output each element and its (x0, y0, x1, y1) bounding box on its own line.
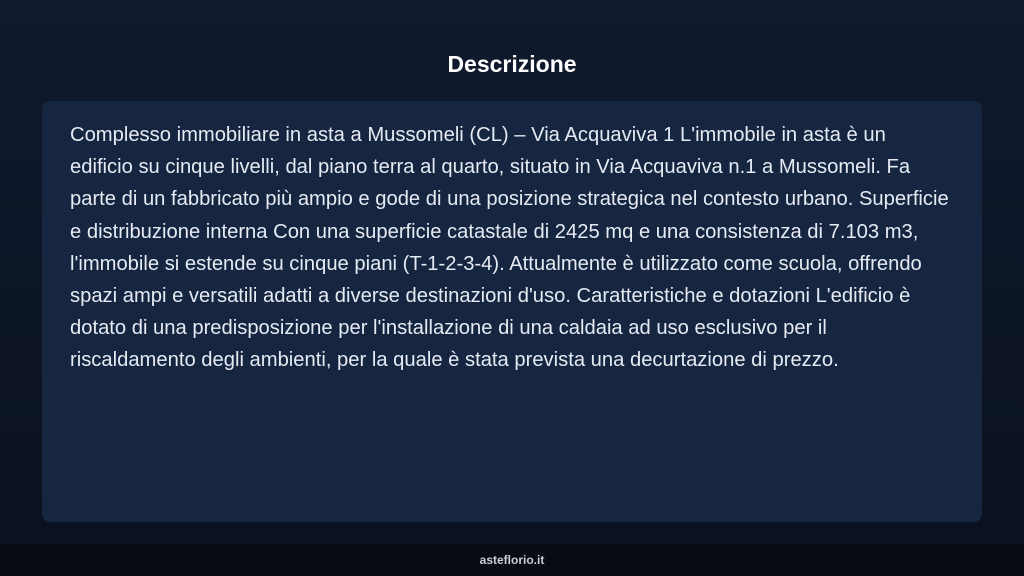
page-title: Descrizione (447, 51, 577, 77)
description-text: Complesso immobiliare in asta a Mussomeli (CL) – Via Acquaviva 1 L'immobile in asta è un edificio su cinque livelli, dal piano terra al quarto, situato in Via Acquaviva n.1 a Mussomeli. Fa parte di un fabbricato più ampio e gode di una posizione strategica nel contesto urbano. Superficie e distribuzione interna Con una superficie catastale di 2425 mq e una consistenza di 7.103 m3, l'immobile si estende su cinque piani (T-1-2-3-4). Attualmente è utilizzato come scuola, offrendo spazi ampi e versatili adatti a diverse destinazioni d'uso. Caratteristiche e dotazioni L'edificio è dotato di una predisposizione per l'installazione di una caldaia ad uso esclusivo per il riscaldamento degli ambienti, per la quale è stata prevista una decurtazione di prezzo. (70, 124, 949, 372)
footer-bar (0, 544, 1024, 576)
description-card (42, 101, 982, 522)
footer-site-label: asteflorio.it (479, 553, 545, 567)
